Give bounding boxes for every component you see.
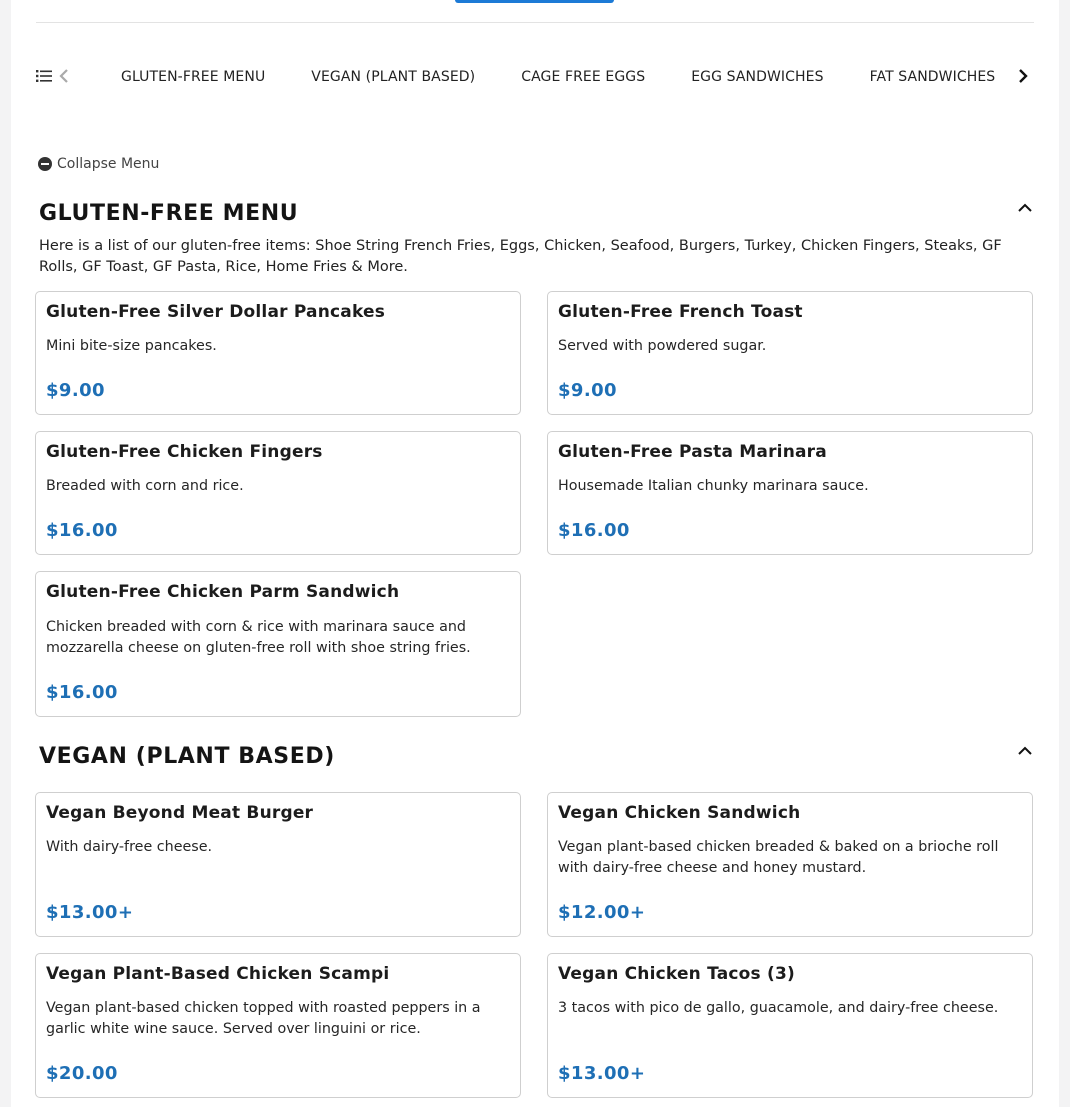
- item-price: $16.00: [46, 520, 118, 541]
- menu-item-card[interactable]: [35, 291, 521, 415]
- menu-item-card[interactable]: [547, 431, 1033, 555]
- menu-item-card[interactable]: [35, 431, 521, 555]
- chevron-right-icon[interactable]: [1016, 68, 1030, 84]
- chevron-up-icon[interactable]: [1017, 746, 1033, 756]
- chevron-left-icon[interactable]: [58, 68, 70, 84]
- section-title-vegan: VEGAN (PLANT BASED): [39, 744, 335, 769]
- item-description: With dairy-free cheese.: [46, 839, 213, 855]
- chevron-up-icon[interactable]: [1017, 203, 1033, 213]
- item-price: $13.00+: [558, 1063, 646, 1084]
- category-nav: [36, 56, 1034, 98]
- item-price: $16.00: [46, 682, 118, 703]
- item-description: 3 tacos with pico de gallo, guacamole, and dairy-free cheese.: [558, 1000, 999, 1016]
- tab-cage-free-eggs[interactable]: CAGE FREE EGGS: [521, 69, 646, 85]
- menu-item-card[interactable]: [547, 953, 1033, 1098]
- divider: [36, 22, 1034, 23]
- section-description: Here is a list of our gluten-free items: Shoe String French Fries, Eggs, Chicken, Seafood, Burgers, Turkey, Chicken Fingers, Steaks, GF Rolls, GF Toast, GF Pasta, Rice, Home Fries & More.: [39, 238, 1002, 275]
- item-name: Vegan Chicken Tacos (3): [558, 964, 795, 984]
- menu-item-card[interactable]: [547, 792, 1033, 937]
- menu-item-card[interactable]: [35, 953, 521, 1098]
- item-description: Vegan plant-based chicken breaded & baked on a brioche roll with dairy-free cheese and honey mustard.: [558, 839, 999, 876]
- item-price: $12.00+: [558, 902, 646, 923]
- menu-item-card[interactable]: [35, 792, 521, 937]
- menu-page: [11, 0, 1059, 1107]
- category-tabs: [96, 56, 996, 98]
- item-description: Breaded with corn and rice.: [46, 478, 244, 494]
- item-price: $13.00+: [46, 902, 134, 923]
- item-name: Gluten-Free Pasta Marinara: [558, 442, 827, 462]
- item-name: Gluten-Free Chicken Fingers: [46, 442, 323, 462]
- active-tab-indicator: [455, 0, 614, 3]
- item-description: Housemade Italian chunky marinara sauce.: [558, 478, 869, 494]
- tab-egg-sandwiches[interactable]: EGG SANDWICHES: [691, 69, 824, 85]
- menu-item-card[interactable]: [547, 291, 1033, 415]
- item-description: Mini bite-size pancakes.: [46, 338, 217, 354]
- item-name: Vegan Beyond Meat Burger: [46, 803, 314, 823]
- tab-gluten-free[interactable]: GLUTEN-FREE MENU: [121, 69, 266, 85]
- item-name: Vegan Plant-Based Chicken Scampi: [46, 964, 390, 984]
- collapse-menu-button[interactable]: [38, 154, 159, 174]
- item-description: Served with powdered sugar.: [558, 338, 767, 354]
- minus-circle-icon: [38, 157, 52, 171]
- item-price: $9.00: [558, 380, 617, 401]
- item-name: Gluten-Free French Toast: [558, 302, 803, 322]
- tab-vegan[interactable]: VEGAN (PLANT BASED): [311, 69, 476, 85]
- item-name: Gluten-Free Chicken Parm Sandwich: [46, 582, 400, 602]
- item-name: Vegan Chicken Sandwich: [558, 803, 801, 823]
- item-name: Gluten-Free Silver Dollar Pancakes: [46, 302, 386, 322]
- item-description: Chicken breaded with corn & rice with marinara sauce and mozzarella cheese on gluten-free roll with shoe string fries.: [46, 619, 471, 656]
- item-price: $9.00: [46, 380, 105, 401]
- list-icon[interactable]: [36, 69, 52, 83]
- item-price: $16.00: [558, 520, 630, 541]
- menu-item-card[interactable]: [35, 571, 521, 717]
- section-title-gluten-free: GLUTEN-FREE MENU: [39, 201, 299, 226]
- item-description: Vegan plant-based chicken topped with roasted peppers in a garlic white wine sauce. Served over linguini or rice.: [46, 1000, 481, 1037]
- item-price: $20.00: [46, 1063, 118, 1084]
- collapse-menu-label: Collapse Menu: [57, 156, 160, 172]
- tab-fat-sandwiches[interactable]: FAT SANDWICHES: [869, 69, 996, 85]
